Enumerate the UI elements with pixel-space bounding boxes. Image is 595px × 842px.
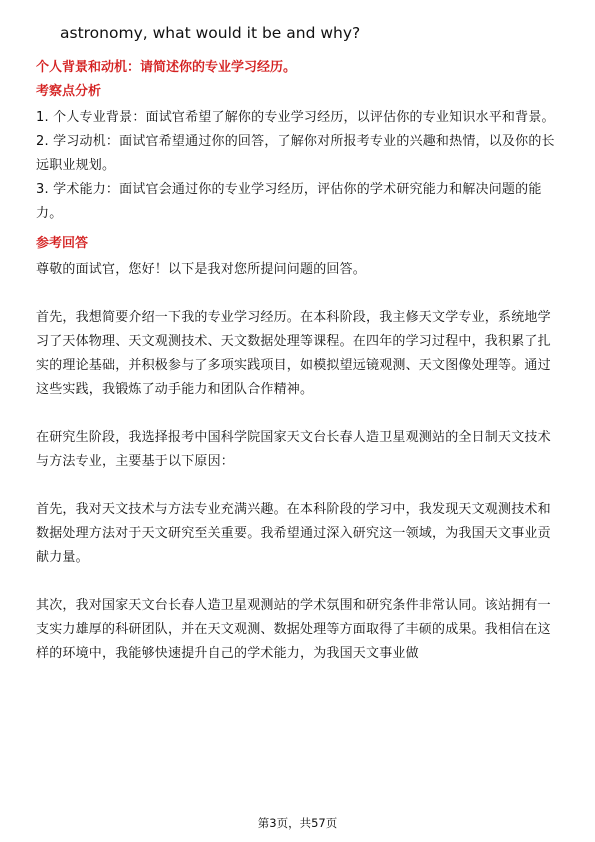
analysis-point: 3. 学术能力：面试官会通过你的专业学习经历，评估你的学术研究能力和解决问题的能力。 — [36, 182, 542, 221]
answer-paragraph: 在研究生阶段，我选择报考中国科学院国家天文台长春人造卫星观测站的全日制天文技术与方法专业，主要基于以下原因： — [36, 430, 551, 469]
page-footer: 第3页，共57页 — [257, 816, 338, 830]
answer-paragraph: 其次，我对国家天文台长春人造卫星观测站的学术氛围和研究条件非常认同。该站拥有一支实力雄厚的科研团队，并在天文观测、数据处理等方面取得了丰硕的成果。我相信在这样的环境中，我能够快速提升自己的学术能力，为我国天文事业做 — [36, 598, 551, 661]
analysis-point: 1. 个人专业背景：面试官希望了解你的专业学习经历，以评估你的专业知识水平和背景。 — [36, 110, 555, 125]
answer-paragraph: 首先，我想简要介绍一下我的专业学习经历。在本科阶段，我主修天文学专业，系统地学习了天体物理、天文观测技术、天文数据处理等课程。在四年的学习过程中，我积累了扎实的理论基础，并积极参与了多项实践项目，如模拟望远镜观测、天文图像处理等。通过这些实践，我锻炼了动手能力和团队合作精神。 — [36, 310, 551, 397]
analysis-point: 2. 学习动机：面试官希望通过你的回答，了解你对所报考专业的兴趣和热情，以及你的长远职业规划。 — [36, 134, 555, 173]
greeting: 尊敬的面试官，您好！以下是我对您所提问问题的回答。 — [36, 262, 367, 277]
analysis-heading: 考察点分析 — [36, 84, 102, 99]
document-page — [36, 22, 560, 666]
answer-heading: 参考回答 — [36, 236, 89, 251]
question-heading: 个人背景和动机：请简述你的专业学习经历。 — [36, 60, 297, 75]
answer-paragraph: 首先，我对天文技术与方法专业充满兴趣。在本科阶段的学习中，我发现天文观测技术和数据处理方法对于天文研究至关重要。我希望通过深入研究这一领域，为我国天文事业贡献力量。 — [36, 502, 551, 565]
intro-line: astronomy, what would it be and why? — [60, 24, 361, 42]
